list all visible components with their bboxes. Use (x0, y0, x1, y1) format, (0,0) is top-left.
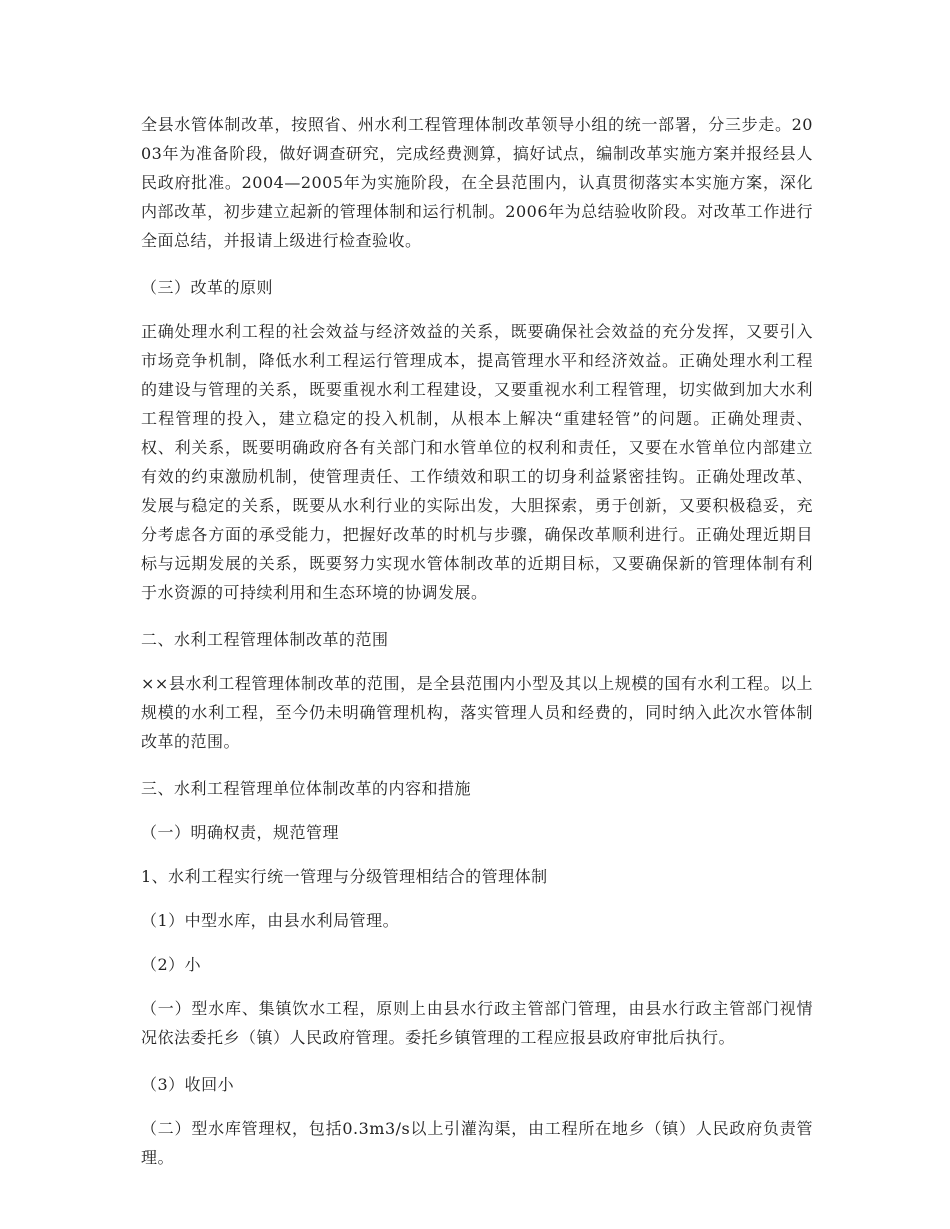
list-item-reclaim-small: （3）收回小 (141, 1075, 235, 1094)
heading-clarify-responsibilities: （一）明确权责，规范管理 (141, 823, 340, 842)
paragraph-reform-principles: 正确处理水利工程的社会效益与经济效益的关系，既要确保社会效益的充分发挥，又要引入市场竞争机制，降低水利工程运行管理成本，提高管理水平和经济效益。正确处理水利工程的建设与管理的关系，既要重视水利工程建设，又要重视水利工程管理，切实做到加大水利工程管理的投入，建立稳定的投入机制，从根本上解决“重建轻管”的问题。正确处理责、权、利关系，既要明确政府各有关部门和水管单位的权利和责任，又要在水管单位内部建立有效的约束激励机制，使管理责任、工作绩效和职工的切身利益紧密挂钩。正确处理改革、发展与稳定的关系，既要从水利行业的实际出发，大胆探索，勇于创新，又要积极稳妥，充分考虑各方面的承受能力，把握好改革的时机与步骤，确保改革顺利进行。正确处理近期目标与远期发展的关系，既要努力实现水管体制改革的近期目标，又要确保新的管理体制有利于水资源的可持续利用和生态环境的协调发展。 (141, 322, 813, 602)
heading-reform-scope: 二、水利工程管理体制改革的范围 (141, 630, 389, 649)
paragraph-small-reservoir-type-two: （二）型水库管理权，包括0.3m3/s以上引灌沟渠，由工程所在地乡（镇）人民政府负责管理。 (141, 1119, 813, 1167)
paragraph-reform-schedule: 全县水管体制改革，按照省、州水利工程管理体制改革领导小组的统一部署，分三步走。2003年为准备阶段，做好调查研究，完成经费测算，搞好试点，编制改革实施方案并报经县人民政府批准。2004—2005年为实施阶段，在全县范围内，认真贯彻落实本实施方案，深化内部改革，初步建立起新的管理体制和运行机制。2006年为总结验收阶段。对改革工作进行全面总结，并报请上级进行检查验收。 (141, 115, 813, 250)
paragraph-reform-scope: ××县水利工程管理体制改革的范围，是全县范围内小型及其以上规模的国有水利工程。以上规模的水利工程，至今仍未明确管理机构，落实管理人员和经费的，同时纳入此次水管体制改革的范围。 (141, 674, 813, 751)
heading-reform-principles: （三）改革的原则 (141, 278, 274, 297)
heading-reform-content-measures: 三、水利工程管理单位体制改革的内容和措施 (141, 779, 472, 798)
list-item-medium-reservoir: （1）中型水库，由县水利局管理。 (141, 911, 400, 930)
heading-management-system: 1、水利工程实行统一管理与分级管理相结合的管理体制 (141, 867, 548, 886)
document-body (141, 110, 813, 1190)
list-item-small: （2）小 (141, 955, 202, 974)
paragraph-small-reservoir-type-one: （一）型水库、集镇饮水工程，原则上由县水行政主管部门管理，由县水行政主管部门视情况依法委托乡（镇）人民政府管理。委托乡镇管理的工程应报县政府审批后执行。 (141, 999, 813, 1047)
